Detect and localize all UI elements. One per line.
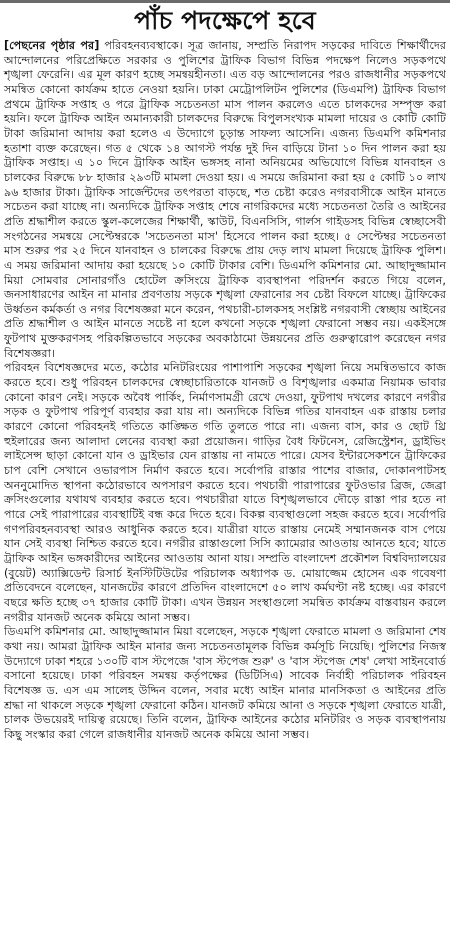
article-paragraph-1 — [4, 39, 446, 361]
paragraph-text: ডিএমপি কমিশনার মো. আছাদুজ্জামান মিয়া বলেছেন, সড়কে শৃঙ্খলা ফেরাতে মামলা ও জরিমানা শেষ কথা নয়। আমরা ট্রাফিক আইন মানার জন্য সচেতনতামূলক বিভিন্ন কর্মসূচি নিয়েছি। পুলিশের নিজস্ব উদ্যোগে ঢাকা শহরে ১৩০টি বাস স্টপেজে 'বাস স্টপেজ শুরু' ও 'বাস স্টপেজ শেষ' লেখা সাইনবোর্ড বসানো হয়েছে। ঢাকা পরিবহন সমন্বয় কর্তৃপক্ষের (ডিটিসিএ) সাবেক নির্বাহী পরিচালক পরিবহন বিশেষজ্ঞ ড. এস এম সালেহ উদ্দিন বলেন, সবার মধ্যে আইন মানার মানসিকতা ও আইনের প্রতি শ্রদ্ধা না থাকলে সড়কে শৃঙ্খলা ফেরানো কঠিন। যানজট কমিয়ে আনা ও সড়কে শৃঙ্খলা ফেরাতে যাত্রী, চালক উভয়েরই দায়িত্ব রয়েছে। তিনি বলেন, ট্রাফিক আইনের কঠোর মনিটরিং ও সড়ক ব্যবস্থাপনায় কিছু সংস্কার করা গেলে রাজধানীর যানজট অনেক কমিয়ে আনা সম্ভব। — [4, 625, 446, 741]
article-paragraph-2 — [4, 361, 446, 625]
article-paragraph-3 — [4, 625, 446, 742]
continued-from-label: [পেছনের পৃষ্ঠার পর] — [4, 39, 100, 52]
paragraph-text: পরিবহনব্যবস্থাকে। সূত্র জানায়, সম্প্রতি নিরাপদ সড়কের দাবিতে শিক্ষার্থীদের আন্দোলনের পরিপ্রেক্ষিতে সরকার ও পুলিশের ট্রাফিক বিভাগ বিভিন্ন পদক্ষেপ নিলেও সড়কপথে শৃঙ্খলা ফেরেনি। এর মূল কারণ হচ্ছে সমন্বয়হীনতা। এত বড় আন্দোলনের পরও রাজধানীর সড়কপথে সমন্বিত কোনো কার্যক্রম হাতে নেওয়া হয়নি। ঢাকা মেট্রোপলিটন পুলিশের (ডিএমপি) ট্রাফিক বিভাগ প্রথমে ট্রাফিক সপ্তাহ ও পরে ট্রাফিক সচেতনতা মাস পালন করলেও এতে চালকদের সম্পৃক্ত করা হয়নি। ফলে ট্রাফিক আইন অমান্যকারী চালকদের বিরুদ্ধে বিপুলসংখ্যক মামলা দায়ের ও কোটি কোটি টাকা জরিমানা আদায় করা হলেও এ উদ্যোগে চূড়ান্ত সাফল্য আসেনি। এজন্য ডিএমপি কমিশনার হতাশা ব্যক্ত করেছেন। গত ৫ থেকে ১৪ আগস্ট পর্যন্ত দুই দিন বাড়িয়ে টানা ১০ দিন পালন করা হয় ট্রাফিক সপ্তাহ। এ ১০ দিনে ট্রাফিক আইন ভঙ্গসহ নানা অনিয়মের অভিযোগে বিভিন্ন যানবাহন ও চালকের বিরুদ্ধে ৮৮ হাজার ২৯৩টি মামলা দেওয়া হয়। এ সময়ে জরিমানা করা হয় ৫ কোটি ১০ লাখ ৯৬ হাজার টাকা। ট্রাফিক সার্জেন্টদের তৎপরতা বাড়ছে, শত চেষ্টা করেও নগরবাসীকে আইন মানতে সচেতন করা যাচ্ছে না। অন্যদিকে ট্রাফিক সপ্তাহ শেষে নাগরিকদের মধ্যে সচেতনতা তৈরি ও আইনের প্রতি শ্রদ্ধাশীল করতে স্কুল-কলেজের শিক্ষার্থী, স্কাউট, বিএনসিসি, গার্লস গাইডসহ বিভিন্ন স্বেচ্ছাসেবী সংগঠনের সমন্বয়ে সেপ্টেম্বরকে 'সচেতনতা মাস' হিসেবে পালন করা হচ্ছে। ৫ সেপ্টেম্বর সচেতনতা মাস শুরুর পর ২৫ দিনে যানবাহন ও চালকের বিরুদ্ধে প্রায় দেড় লাখ মামলা দিয়েছে ট্রাফিক পুলিশ। এ সময় জরিমানা আদায় করা হয়েছে ১০ কোটি টাকার বেশি। ডিএমপি কমিশনার মো. আছাদুজ্জামান মিয়া সোমবার সোনারগাঁও হোটেল ক্রসিংয়ে ট্রাফিক ব্যবস্থাপনা পরিদর্শন করতে গিয়ে বলেন, জনসাধারণের আইন না মানার প্রবণতায় সড়কে শৃঙ্খলা ফেরানোর সব চেষ্টা বিফলে যাচ্ছে। ট্রাফিকের উর্ধ্বতন কর্মকর্তা ও নগর বিশেষজ্ঞরা মনে করেন, পথচারী-চালকসহ সংশ্লিষ্ট নগরবাসী স্বেচ্ছায় আইনের প্রতি শ্রদ্ধাশীল ও আইন মানতে সচেষ্ট না হলে কখনো সড়কে শৃঙ্খলা ফেরানো সম্ভব নয়। একইসঙ্গে ফুটপাথ মুক্তকরণসহ পরিকল্পিতভাবে সড়কের অবকাঠামো উন্নয়নের প্রতি গুরুত্বারোপ করেছেন নগর বিশেষজ্ঞরা। — [4, 39, 446, 360]
top-divider — [0, 0, 450, 3]
headline: পাঁচ পদক্ষেপে হবে — [134, 6, 316, 35]
paragraph-text: পরিবহন বিশেষজ্ঞদের মতে, কঠোর মনিটরিংয়ের পাশাপাশি সড়কের শৃঙ্খলা নিয়ে সমন্বিতভাবে কাজ করতে হবে। শুধু পরিবহন চালকদের স্বেচ্ছাচারিতাকে যানজট ও বিশৃঙ্খলার একমাত্র নিয়ামক ভাবার কোনো কারণ নেই। সড়কে অবৈধ পার্কিং, নির্মাণসামগ্রী রেখে দেওয়া, ফুটপাথ দখলের কারণে নগরীর সড়ক ও ফুটপাথ পরিপূর্ণ ব্যবহার করা যায় না। অন্যদিকে বিভিন্ন গতির যানবাহন এক রাস্তায় চলার কারণে কোনো পরিবহনই গতিতে কাঙ্ক্ষিত গতি তুলতে পারে না। এজন্য বাস, কার ও ছোট থ্রি হুইলারের জন্য আলাদা লেনের ব্যবস্থা করা প্রয়োজন। গাড়ির বৈধ ফিটনেস, রেজিস্ট্রেশন, ড্রাইভিং লাইসেন্স ছাড়া কোনো যান ও ড্রাইভার যেন রাস্তায় না নামতে পারে। যেসব ইন্টারসেকশনে ট্রাফিকের চাপ বেশি সেখানে ওভারপাস নির্মাণ করতে হবে। সর্বোপরি রাস্তার পাশের বাজার, দোকানপাটসহ অননুমোদিত স্থাপনা কঠোরভাবে অপসারণ করতে হবে। পথচারী পারাপারের ফুটওভার ব্রিজ, জেব্রা ক্রসিংগুলোর যথাযথ ব্যবহার করতে হবে। পথচারীরা যাতে বিশৃঙ্খলভাবে দৌড়ে রাস্তা পার হতে না পারে সেই পারাপারের ব্যবস্থাটিই বন্ধ করে দিতে হবে। বিকল্প ব্যবস্থাগুলো সহজ করতে হবে। সর্বোপরি গণপরিবহনব্যবস্থা আরও আধুনিক করতে হবে। যাত্রীরা যাতে রাস্তায় নেমেই সম্মানজনক বাস পেয়ে যান সেই ব্যবস্থা নিশ্চিত করতে হবে। নগরীর রাস্তাগুলো সিসি ক্যামেরার আওতায় আনতে হবে; যাতে ট্রাফিক আইন ভঙ্গকারীদের আইনের আওতায় আনা যায়। সম্প্রতি বাংলাদেশ প্রকৌশল বিশ্ববিদ্যালয়ের (বুয়েট) অ্যাক্সিডেন্ট রিসার্চ ইনস্টিটিউটের পরিচালক অধ্যাপক ড. মোয়াজ্জেম হোসেন এক গবেষণা প্রতিবেদনে বলেছেন, যানজটের কারণে প্রতিদিন বাংলাদেশে ৫০ লাখ কর্মঘণ্টা নষ্ট হচ্ছে। এর কারণে বছরে ক্ষতি হচ্ছে ৩৭ হাজার কোটি টাকা। এখন উন্নয়ন সংস্থাগুলো সমন্বিত কার্যক্রম বাস্তবায়ন করলে নগরীর যানজট অনেক কমিয়ে আনা সম্ভব। — [4, 361, 446, 624]
article-body — [4, 39, 446, 743]
